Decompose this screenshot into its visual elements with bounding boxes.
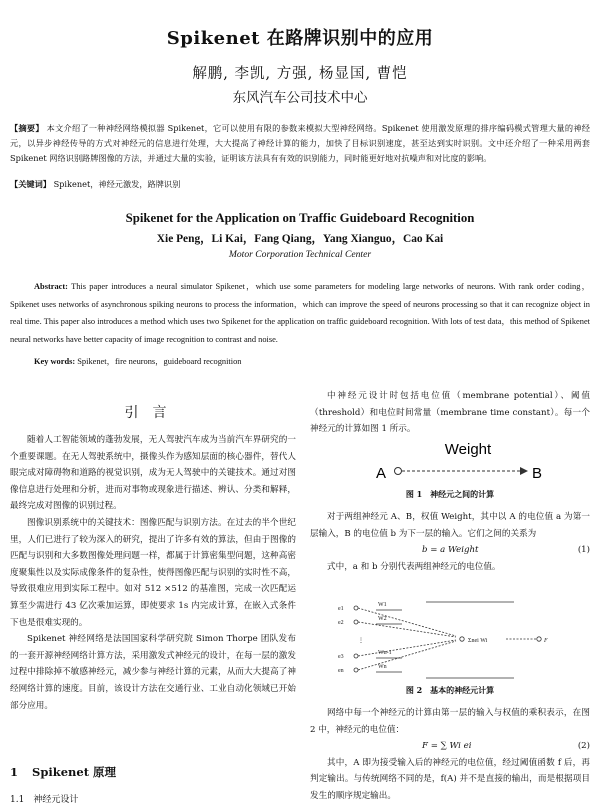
fig2-link-3	[358, 640, 456, 656]
fig2-input-node-n	[354, 668, 358, 672]
right-paragraph-mid: 对于两组神经元 A、B，权值 Weight，其中以 A 的电位值 a 为第一层输入，B 的电位值 b 为下一层的输入。它们之间的关系为	[310, 512, 590, 539]
right-paragraph-bottom2: 其中，A 即为接受输入后的神经元的电位值，经过阈值函数 f 后，再判定输出。与传统网络不同的是，f(A) 并不是直接的输出，而是根据项目发生的顺序规定输出。	[310, 757, 590, 801]
right-paragraph-mid2: 式中，a 和 b 分别代表两组神经元的电位值。	[327, 561, 501, 572]
fig1-arrow-head	[520, 467, 528, 475]
fig2-link-1	[358, 608, 456, 636]
abstract-cn	[10, 121, 590, 166]
keywords-label-en: Key words:	[34, 357, 76, 366]
keywords-cn	[10, 179, 590, 190]
fig2-input-node-2	[354, 620, 358, 624]
organization-cn: 东风汽车公司技术中心	[232, 90, 368, 106]
fig2-weight-w2: W2	[378, 616, 387, 622]
fig2-input-e1: e1	[338, 606, 344, 612]
right-column-bottom	[310, 705, 590, 805]
fig2-sum-node	[460, 637, 464, 641]
equation-2-line	[310, 738, 590, 755]
abstract-label-cn: 【摘要】	[10, 123, 44, 133]
intro-paragraph-1: 随着人工智能领域的蓬勃发展，无人驾驶汽车成为当前汽车界研究的一个重要课题。在无人驾驶系统中，摄像头作为感知层面的核心器件，替代人眼完成对障碍物和道路的视觉识别，成为无人驾驶中的关键技术。通过对图像信息进行处理和分析，进而对事物或现象进行描述、辨认、分类和解释，最终完成对图像的识别过程。	[10, 435, 296, 512]
fig2-vertical-ellipsis: ⋮	[358, 637, 364, 644]
fig1-node-a: A	[376, 465, 387, 482]
organization-en: Motor Corporation Technical Center	[228, 249, 372, 260]
right-paragraph-top: 中神经元设计时包括电位值（membrane potential）、阈值（threshold）和电位时间常量（membrane time constant）。每一个神经元的计算如图 1 所示。	[310, 391, 590, 435]
fig2-weight-wn: Wn	[378, 664, 387, 670]
figure-1-caption: 图 1 神经元之间的计算	[405, 489, 495, 499]
equation-2-number: (2)	[577, 741, 590, 752]
intro-heading: 引言	[124, 405, 181, 421]
fig1-node-a-circle	[395, 468, 402, 475]
fig2-input-en: en	[338, 668, 344, 674]
abstract-text-en: This paper introduces a neural simulator Spikenet，which use some parameters for modeling large networks of neurons. With rank order coding，Spikenet uses networks of asynchronous spiking neurons to process the information，which can improve the speed of neurons processing so that it can recognize object in real time. This paper also introduces a method which uses two Spikenet for the application on traffic guideboard recognition. With lots of test data，this method of Spikenet neural networks have better capacity of image recognition to contrast and noise.	[10, 282, 590, 344]
equation-1: b = a Weight	[422, 545, 479, 556]
abstract-text-cn: 本文介绍了一种神经网络模拟器 Spikenet，它可以使用有限的参数来模拟大型神经网络。Spikenet 使用激发原理的排序编码模式管理大量的神经元，以异步神经传导的方式对神经元的信息进行处理，大大提高了神经计算的能力，加快了目标识别速度，甚至达到实时识别。文中还介绍了一种采用两套 Spikenet 网络识别路牌图像的方法，并通过大量的实验，证明该方法具有有效的识别能力，同时能更好地对抗噪声和对比度的影响。	[10, 123, 590, 163]
fig2-input-e3: e3	[338, 654, 344, 660]
authors-en: Xie Peng，Li Kai，Fang Qiang，Yang Xianguo，Cao Kai	[156, 233, 444, 245]
section-1-number: 1	[10, 765, 19, 779]
fig2-input-node-3	[354, 654, 358, 658]
fig2-weight-w1: W1	[378, 602, 387, 608]
keywords-text-en: Spikenet，fire neurons，guideboard recognition	[77, 357, 242, 366]
fig2-input-node-1	[354, 606, 358, 610]
fig2-output-node	[537, 637, 541, 641]
intro-paragraph-3: Spikenet 神经网络是法国国家科学研究院 Simon Thorpe 团队发布的一套开源神经网络计算方法，采用激发式神经元的设计，在每一层的激发过程中排除掉不敏感神经元，减少参与神经计算的元素，从而大大提高了神经网络计算的速度。目前，该设计方法在交通行业、工业自动化领域已开始部分应用。	[10, 634, 296, 711]
equation-2: F = ∑ Wi ei	[422, 741, 472, 752]
subsection-heading-partial: 1.1 神经元设计	[10, 795, 79, 805]
figure-2-neuron-computation	[336, 598, 566, 682]
fig1-weight-label: Weight	[444, 441, 492, 458]
keywords-en	[34, 355, 594, 367]
fig2-link-2	[358, 622, 456, 637]
fig2-weight-w3: Wn-1	[378, 650, 392, 656]
fig1-node-b: B	[532, 465, 543, 482]
keywords-label-cn: 【关键词】	[10, 179, 51, 189]
fig2-sum-label: Σnei Wi	[468, 638, 488, 644]
keywords-text-cn: Spikenet，神经元激发，路牌识别	[53, 179, 181, 189]
authors-cn: 解鹏, 李凯, 方强, 杨显国, 曹恺	[192, 66, 408, 82]
right-column-top	[310, 388, 590, 438]
paper-title-en: Spikenet for the Application on Traffic Guideboard Recognition	[125, 211, 475, 225]
fig2-output-label: F	[544, 638, 548, 644]
fig2-link-n	[358, 641, 456, 670]
fig2-input-e2: e2	[338, 620, 344, 626]
equation-1-line	[310, 542, 590, 559]
section-1-title: Spikenet 原理	[32, 765, 117, 779]
figure-1-neuron-diagram	[360, 438, 560, 488]
abstract-label-en: Abstract:	[34, 282, 68, 291]
paper-title-cn: Spikenet 在路牌识别中的应用	[166, 28, 434, 49]
left-column	[10, 432, 296, 714]
right-column-mid	[310, 509, 590, 575]
abstract-en	[10, 278, 590, 348]
equation-1-number: (1)	[577, 545, 590, 556]
figure-2-caption: 图 2 基本的神经元计算	[405, 685, 495, 695]
section-1-heading	[10, 764, 116, 780]
right-paragraph-bottom: 网络中每一个神经元的计算由第一层的输入与权值的乘积表示，在图 2 中，神经元的电位值：	[310, 708, 590, 735]
intro-paragraph-2: 图像识别系统中的关键技术：图像匹配与识别方法。在过去的半个世纪里，人们已进行了较为深入的研究，提出了许多有效的算法，但由于图像的匹配与识别和大多数图像处理问题一样，都属于计算密集型问题，这种高密度聚集性以及实际成像条件的复杂性，使得图像匹配与识别的实时性不高，导致很难应用到实际工程中。如对 512 ×512 的基准图，完成一次匹配运算至少需进行 43 亿次乘加运算，即使要求 1s 内完成计算，在嵌入式条件下也是很难实现的。	[10, 517, 296, 628]
